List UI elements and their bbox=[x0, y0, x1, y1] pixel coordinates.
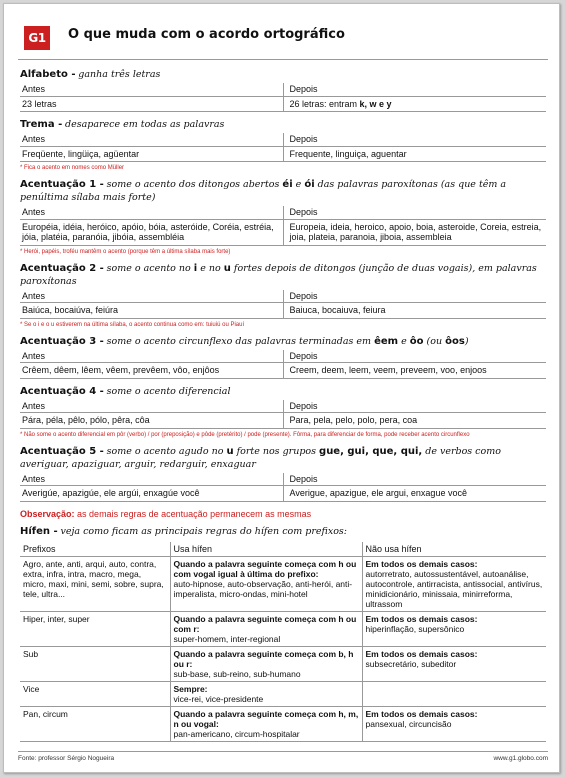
nao-usa-hifen-cell: Em todos os demais casos: subsecretário, subeditor bbox=[362, 646, 546, 681]
depois-header: Depois bbox=[283, 400, 546, 413]
section-acentuacao-3 bbox=[20, 335, 546, 379]
usa-hifen-cell: Quando a palavra seguinte começa com h ou com r: super-homem, inter-regional bbox=[170, 611, 362, 646]
column-header-usa-hifen: Usa hífen bbox=[170, 542, 362, 557]
antes-value: Freqüente, lingüiça, agüentar bbox=[20, 146, 283, 162]
observation-note: Observação: as demais regras de acentuação permanecem as mesmas bbox=[20, 508, 312, 519]
depois-value: Europeia, ideia, heroico, apoio, boia, asteroide, Coreia, estreia, joia, plateia, paranoia, jiboia, assembleia bbox=[283, 219, 546, 245]
footnote: * Herói, papéis, troféu mantêm o acento (porque têm a última sílaba mais forte) bbox=[20, 248, 231, 255]
antes-value: 23 letras bbox=[20, 96, 283, 112]
depois-header: Depois bbox=[283, 290, 546, 303]
before-after-table bbox=[20, 400, 546, 429]
depois-header: Depois bbox=[283, 133, 546, 146]
section-alfabeto bbox=[20, 68, 546, 112]
section-title: Acentuação 2 - some o acento no i e no u fortes depois de ditongos (junção de duas vogais), em palavras paroxítonas bbox=[20, 262, 537, 287]
column-header-nao-usa-hifen: Não usa hífen bbox=[362, 542, 546, 557]
table-row bbox=[20, 706, 546, 741]
antes-header: Antes bbox=[20, 350, 283, 363]
g1-logo[interactable]: G1 bbox=[24, 26, 50, 50]
depois-value: Averigue, apazigue, ele argui, enxague você bbox=[283, 486, 546, 502]
depois-header: Depois bbox=[283, 473, 546, 486]
usa-hifen-cell: Quando a palavra seguinte começa com b, h ou r: sub-base, sub-reino, sub-humano bbox=[170, 646, 362, 681]
section-acentuacao-5 bbox=[20, 445, 546, 502]
depois-value: 26 letras: entram k, w e y bbox=[283, 96, 546, 112]
hyphen-table bbox=[20, 542, 546, 742]
prefix-cell: Sub bbox=[20, 646, 170, 681]
before-after-table bbox=[20, 350, 546, 379]
section-title: Trema - desaparece em todas as palavras bbox=[20, 119, 225, 130]
nao-usa-hifen-cell: Em todos os demais casos: autorretrato, autossustentável, autoanálise, autocontrole, antirracista, antissocial, antivírus, minidicionário, minissaia, minirreforma, ultrassom bbox=[362, 556, 546, 611]
nao-usa-hifen-cell bbox=[362, 681, 546, 706]
prefix-cell: Pan, circum bbox=[20, 706, 170, 741]
table-row bbox=[20, 681, 546, 706]
antes-header: Antes bbox=[20, 290, 283, 303]
section-title: Hífen - veja como ficam as principais regras do hífen com prefixos: bbox=[20, 525, 347, 537]
antes-value: Averigúe, apazigúe, ele argúi, enxagúe você bbox=[20, 486, 283, 502]
usa-hifen-cell: Quando a palavra seguinte começa com h, m, n ou vogal: pan-americano, circum-hospitalar bbox=[170, 706, 362, 741]
prefix-cell: Agro, ante, anti, arqui, auto, contra, extra, infra, intra, macro, mega, micro, maxi, mini, semi, sobre, supra, tele, ultra... bbox=[20, 556, 170, 611]
page-title: O que muda com o acordo ortográfico bbox=[68, 27, 345, 42]
depois-value: Para, pela, pelo, polo, pera, coa bbox=[283, 413, 546, 429]
footnote: * Não some o acento diferencial em pôr (verbo) / por (preposição) e pôde (pretérito) / pode (presente). Fôrma, para diferenciar de forma, pode receber acento circunflexo bbox=[20, 431, 470, 438]
site-link[interactable]: www.g1.globo.com bbox=[493, 755, 548, 762]
antes-header: Antes bbox=[20, 206, 283, 219]
depois-header: Depois bbox=[283, 206, 546, 219]
hyphen-table-body bbox=[20, 556, 546, 741]
document-page bbox=[3, 3, 560, 773]
section-trema bbox=[20, 118, 546, 172]
header bbox=[18, 24, 548, 60]
content bbox=[20, 68, 546, 742]
depois-value: Creem, deem, leem, veem, preveem, voo, enjoos bbox=[283, 363, 546, 379]
antes-header: Antes bbox=[20, 83, 283, 96]
usa-hifen-cell: Sempre: vice-rei, vice-presidente bbox=[170, 681, 362, 706]
nao-usa-hifen-cell: Em todos os demais casos: pansexual, circuncisão bbox=[362, 706, 546, 741]
section-hifen bbox=[20, 525, 546, 742]
antes-header: Antes bbox=[20, 473, 283, 486]
before-after-table bbox=[20, 83, 546, 112]
before-after-table bbox=[20, 473, 546, 502]
source-credit: Fonte: professor Sérgio Nogueira bbox=[18, 755, 115, 762]
nao-usa-hifen-cell: Em todos os demais casos: hiperinflação, supersônico bbox=[362, 611, 546, 646]
table-row bbox=[20, 646, 546, 681]
before-after-table bbox=[20, 206, 546, 246]
footnote: * Se o i e o u estiverem na última sílaba, o acento continua como em: tuiuiú ou Piauí bbox=[20, 321, 245, 328]
section-title: Acentuação 4 - some o acento diferencial bbox=[20, 385, 231, 397]
depois-header: Depois bbox=[283, 83, 546, 96]
footer bbox=[18, 751, 548, 762]
section-acentuacao-2 bbox=[20, 262, 546, 329]
antes-value: Pára, péla, pêlo, pólo, pêra, côa bbox=[20, 413, 283, 429]
depois-value: Frequente, linguiça, aguentar bbox=[283, 146, 546, 162]
before-after-table bbox=[20, 133, 546, 162]
antes-header: Antes bbox=[20, 133, 283, 146]
column-header-prefixos: Prefixos bbox=[20, 542, 170, 557]
antes-value: Baiúca, bocaiúva, feiúra bbox=[20, 303, 283, 319]
antes-header: Antes bbox=[20, 400, 283, 413]
section-title: Acentuação 3 - some o acento circunflexo das palavras terminadas em êem e ôo (ou ôos) bbox=[20, 335, 469, 347]
prefix-cell: Hiper, inter, super bbox=[20, 611, 170, 646]
before-after-table bbox=[20, 290, 546, 319]
section-acentuacao-4 bbox=[20, 385, 546, 439]
footnote: * Fica o acento em nomes como Müller bbox=[20, 165, 125, 171]
antes-value: Crêem, dêem, lêem, vêem, prevêem, vôo, enjôos bbox=[20, 363, 283, 379]
table-row bbox=[20, 611, 546, 646]
depois-header: Depois bbox=[283, 350, 546, 363]
section-acentuacao-1 bbox=[20, 178, 546, 256]
section-title: Alfabeto - ganha três letras bbox=[20, 69, 161, 80]
usa-hifen-cell: Quando a palavra seguinte começa com h ou com vogal igual à última do prefixo: auto-hipnose, auto-observação, anti-herói, anti-imperalista, micro-ondas, mini-hotel bbox=[170, 556, 362, 611]
section-title: Acentuação 5 - some o acento agudo no u forte nos grupos gue, gui, que, qui, de verbos como averiguar, apaziguar, arguir, redarguir, enxaguar bbox=[20, 445, 501, 470]
depois-value: Baiuca, bocaiuva, feiura bbox=[283, 303, 546, 319]
prefix-cell: Vice bbox=[20, 681, 170, 706]
antes-value: Européia, idéia, heróico, apóio, bóia, asteróide, Coréia, estréia, jóia, platéia, paranóia, jibóia, assembléia bbox=[20, 219, 283, 245]
section-title: Acentuação 1 - some o acento dos ditongos abertos éi e ói das palavras paroxítonas (as que têm a penúltima sílaba mais forte) bbox=[20, 179, 507, 203]
table-row bbox=[20, 556, 546, 611]
